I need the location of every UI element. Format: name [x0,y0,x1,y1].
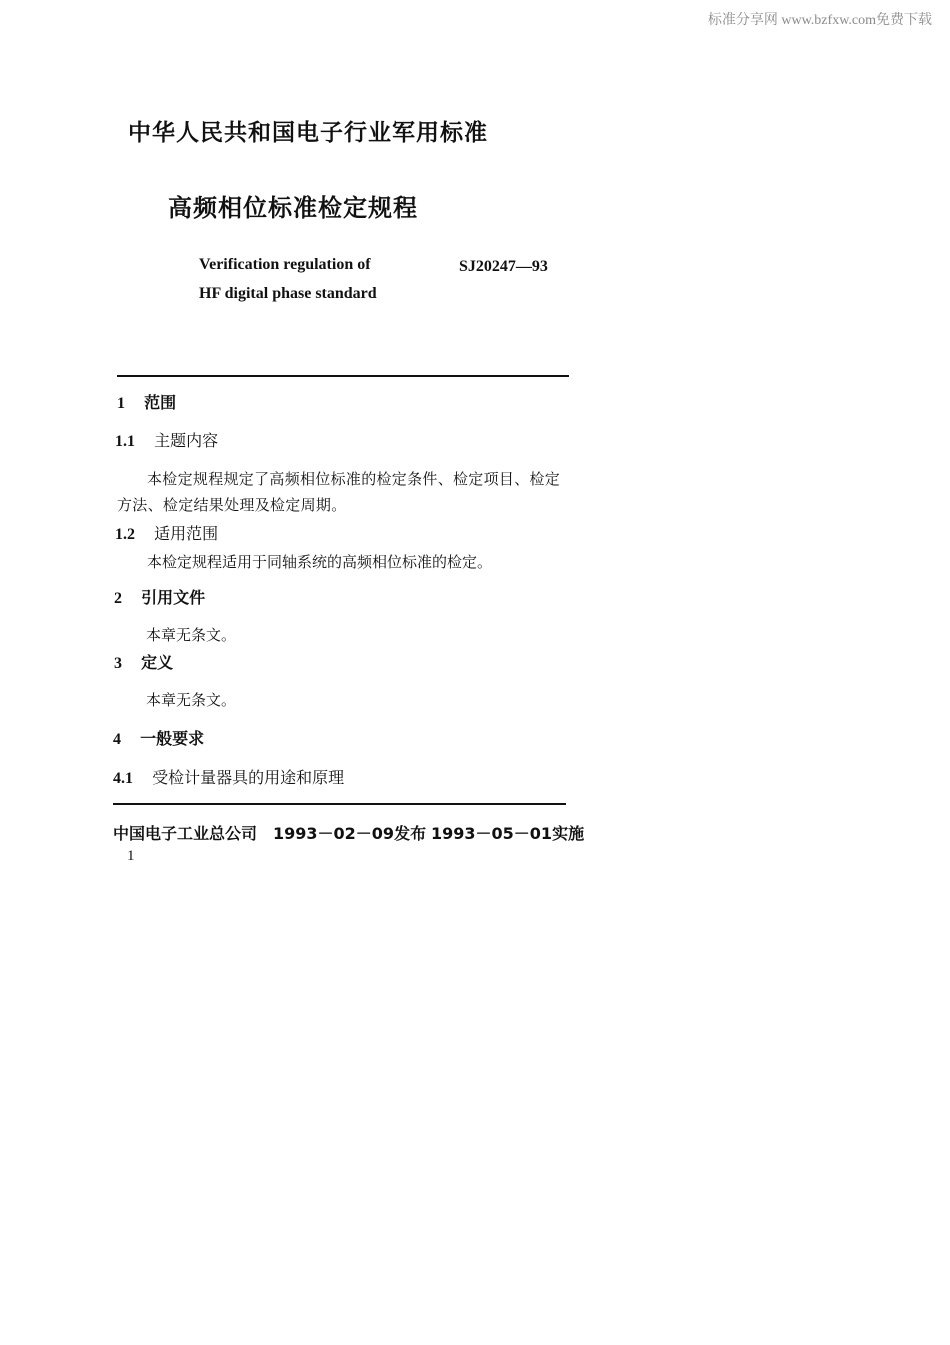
section-title: 适用范围 [154,524,219,543]
section-1-2-text: 本检定规程适用于同轴系统的高频相位标准的检定。 [147,553,493,571]
section-number: 4.1 [113,770,133,787]
standard-category: 中华人民共和国电子行业军用标准 [128,120,488,146]
section-2-text: 本章无条文。 [146,626,237,644]
section-4-1-heading [113,765,344,788]
section-1-1-text: 本检定规程规定了高频相位标准的检定条件、检定项目、检定方法、检定结果处理及检定周期。 [117,470,561,514]
english-title-line1: Verification regulation of [199,256,371,273]
bottom-divider [113,803,566,805]
english-title-line2: HF digital phase standard [199,285,377,302]
top-divider [117,375,569,377]
effective-date: 1993－05－01实施 [431,824,585,843]
section-title: 引用文件 [141,588,206,607]
section-number: 1.1 [115,433,135,450]
section-1-1-heading [115,428,218,451]
section-title: 受检计量器具的用途和原理 [152,768,345,787]
publisher: 中国电子工业总公司 [113,824,258,843]
issue-date: 1993－02－09发布 [273,824,427,843]
section-3-heading [114,650,173,673]
section-2-heading [114,585,205,608]
section-title: 一般要求 [140,729,205,748]
section-title: 范围 [144,393,177,412]
section-number: 3 [114,655,122,672]
section-1-2-heading [115,521,218,544]
section-number: 1 [117,395,125,412]
section-number: 4 [113,731,121,748]
section-number: 2 [114,590,122,607]
section-4-heading [113,726,204,749]
standard-code: SJ20247—93 [459,258,548,275]
watermark: 标准分享网 www.bzfxw.com免费下载 [707,13,932,28]
section-1-heading [117,390,176,413]
section-title: 定义 [141,653,174,672]
page-number: 1 [127,848,135,864]
document-title: 高频相位标准检定规程 [168,194,418,222]
section-title: 主题内容 [154,431,219,450]
section-3-text: 本章无条文。 [146,691,237,709]
section-number: 1.2 [115,526,135,543]
